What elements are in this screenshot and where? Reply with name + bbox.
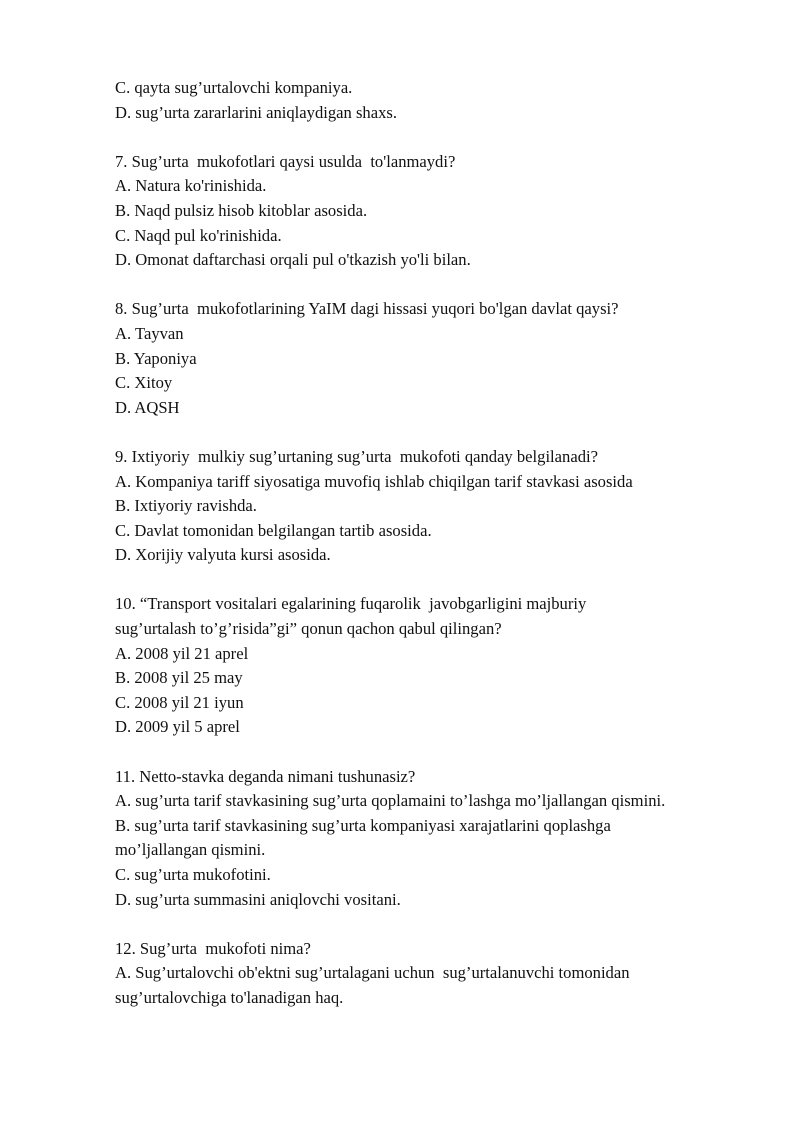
option-d: D. Xorijiy valyuta kursi asosida.	[115, 545, 331, 565]
option-b: B. Yaponiya	[115, 348, 197, 368]
question-9	[115, 445, 755, 568]
option-a: A. Natura ko'rinishida.	[115, 176, 267, 196]
spacer	[115, 125, 755, 150]
option-c: C. Naqd pul ko'rinishida.	[115, 225, 282, 245]
option-b-line-1: B. sug’urta tarif stavkasining sug’urta kompaniyasi xarajatlarini qoplashga	[115, 815, 611, 835]
option-c: C. Davlat tomonidan belgilangan tartib asosida.	[115, 520, 432, 540]
question-text: 7. Sug’urta mukofotlari qaysi usulda to'lanmaydi?	[115, 151, 456, 171]
question-text: 8. Sug’urta mukofotlarining YaIM dagi hissasi yuqori bo'lgan davlat qaysi?	[115, 299, 619, 319]
question-text: 12. Sug’urta mukofoti nima?	[115, 938, 311, 958]
question-11	[115, 765, 755, 913]
question-text: 9. Ixtiyoriy mulkiy sug’urtaning sug’urta mukofoti qanday belgilanadi?	[115, 446, 598, 466]
spacer	[115, 568, 755, 593]
option-d: D. sug’urta summasini aniqlovchi vositani.	[115, 889, 401, 909]
spacer	[115, 912, 755, 937]
previous-question-tail	[115, 76, 755, 125]
option-c: C. Xitoy	[115, 373, 173, 393]
option-d: D. Omonat daftarchasi orqali pul o'tkazish yo'li bilan.	[115, 250, 471, 270]
question-12	[115, 937, 755, 1011]
document-page	[115, 76, 755, 1011]
option-b-line-2: mo’ljallangan qismini.	[115, 840, 266, 860]
option-a-line-1: A. Sug’urtalovchi ob'ektni sug’urtalagani uchun sug’urtalanuvchi tomonidan	[115, 963, 630, 983]
option-d: D. AQSH	[115, 397, 180, 417]
question-text-line-2: sug’urtalash to’g’risida”gi” qonun qachon qabul qilingan?	[115, 619, 502, 639]
option-a: A. sug’urta tarif stavkasining sug’urta qoplamaini to’lashga mo’ljallangan qismini.	[115, 791, 666, 811]
spacer	[115, 420, 755, 445]
option-c: C. sug’urta mukofotini.	[115, 865, 271, 884]
option-c: C. qayta sug’urtalovchi kompaniya.	[115, 78, 353, 97]
question-10	[115, 592, 755, 740]
option-d: D. 2009 yil 5 aprel	[115, 717, 240, 737]
option-b: B. Ixtiyoriy ravishda.	[115, 496, 257, 516]
option-a: A. Kompaniya tariff siyosatiga muvofiq ishlab chiqilgan tarif stavkasi asosida	[115, 471, 633, 491]
option-a: A. 2008 yil 21 aprel	[115, 643, 249, 663]
option-b: B. Naqd pulsiz hisob kitoblar asosida.	[115, 200, 368, 220]
option-b: B. 2008 yil 25 may	[115, 668, 243, 688]
option-d: D. sug’urta zararlarini aniqlaydigan shaxs.	[115, 102, 397, 122]
question-7	[115, 150, 755, 273]
question-text: 11. Netto-stavka deganda nimani tushunasiz?	[115, 766, 416, 786]
spacer	[115, 273, 755, 298]
spacer	[115, 740, 755, 765]
question-8	[115, 297, 755, 420]
option-a-line-2: sug’urtalovchiga to'lanadigan haq.	[115, 987, 344, 1007]
question-text-line-1: 10. “Transport vositalari egalarining fuqarolik javobgarligini majburiy	[115, 594, 587, 614]
option-c: C. 2008 yil 21 iyun	[115, 692, 244, 712]
option-a: A. Tayvan	[115, 323, 184, 343]
